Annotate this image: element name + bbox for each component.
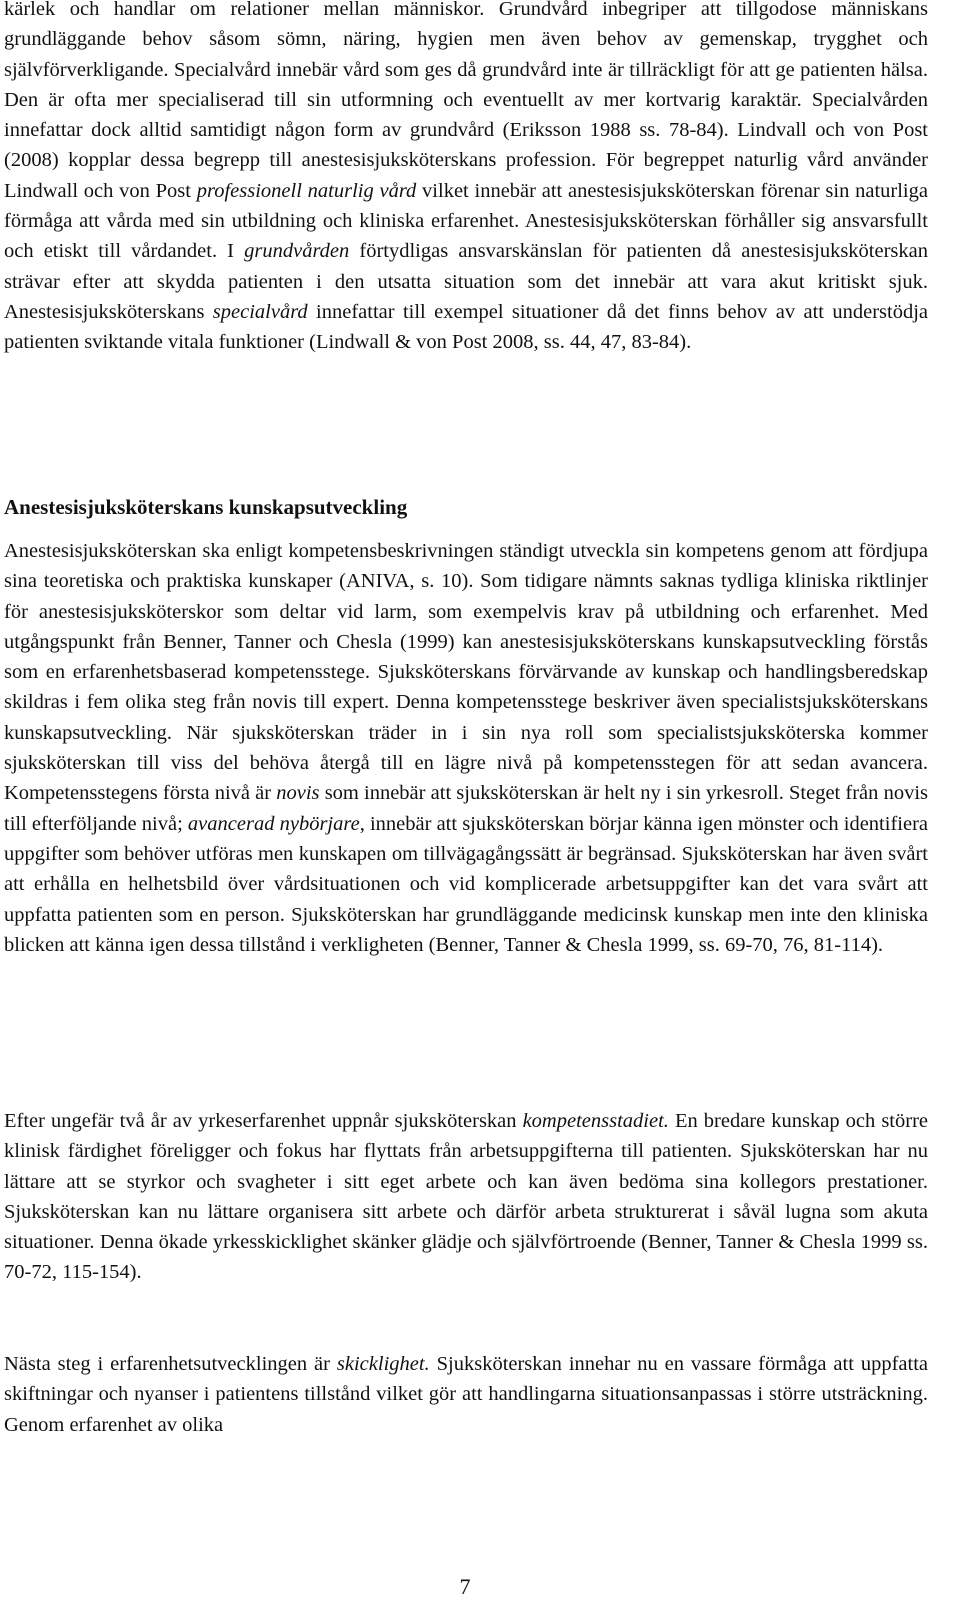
emphasis-grundvarden: grundvården: [244, 240, 350, 263]
section-heading: Anestesisjuksköterskans kunskapsutveckling: [4, 495, 408, 519]
paragraph-skicklighet: [4, 1349, 928, 1440]
text-run: innefattar till exempel situationer då det finns behov av att understödja patienten sviktande vitala funktioner (Lindwall & von Post 2008, ss. 44, 47, 83-84).: [4, 300, 928, 354]
text-run: kärlek och handlar om relationer mellan människor. Grundvård inbegriper att tillgodose människans grundläggande behov såsom sömn, näring, hygien men även behov av gemenskap, trygghet och självförverkligande. Specialvård innebär vård som ges då grundvård inte är tillräckligt för att ge patienten hälsa. Den är ofta mer specialiserad till sin utformning och eventuellt av mer kortvarig karaktär. Specialvården innefattar dock alltid samtidigt någon form av grundvård (Eriksson 1988 ss. 78-84). Lindvall och von Post (2008) kopplar dessa begrepp till anestesisjuksköterskans profession. För begreppet naturlig vård använder Lindwall och von Post: [4, 0, 928, 202]
paragraph-grundvard: [4, 0, 928, 358]
page-number: 7: [459, 1574, 471, 1599]
emphasis-novis: novis: [276, 782, 320, 805]
emphasis-specialvard: specialvård: [212, 300, 308, 323]
text-run: Efter ungefär två år av yrkeserfarenhet uppnår sjuksköterskan: [4, 1110, 523, 1132]
paragraph-kompetensstadiet: [4, 1106, 928, 1288]
text-run: , innebär att sjuksköterskan börjar känna igen mönster och identifiera uppgifter som behöver utföras men kunskapen om tillvägagångssätt är begränsad. Sjuksköterskan har även svårt att erhålla en helhetsbild över vårdsituationen och vid komplicerade arbetsuppgifter kan det vara svårt att uppfatta patienten som en person. Sjuksköterskan har grundläggande medicinsk kunskap men inte den kliniska blicken att känna igen dessa tillstånd i verkligheten (Benner, Tanner & Chesla 1999, ss. 69-70, 76, 81-114).: [4, 812, 928, 956]
text-run: Nästa steg i erfarenhetsutvecklingen är: [4, 1353, 337, 1375]
emphasis-kompetensstadiet: kompetensstadiet.: [522, 1110, 669, 1132]
paragraph-kunskapsutveckling: [4, 536, 928, 960]
text-run: som innebär att sjuksköterskan är helt ny i sin yrkesroll. Steget från novis till efterföljande nivå;: [4, 782, 928, 835]
emphasis-skicklighet: skicklighet.: [336, 1353, 430, 1375]
text-run: Anestesisjuksköterskan ska enligt kompetensbeskrivningen ständigt utveckla sin kompetens genom att fördjupa sina teoretiska och praktiska kunskaper (ANIVA, s. 10). Som tidigare nämnts saknas tydliga kliniska riktlinjer för anestesisjuksköterskor som deltar vid larm, som exempelvis krav på utbildning och erfarenhet. Med utgångspunkt från Benner, Tanner och Chesla (1999) kan anestesisjuksköterskans kunskapsutveckling förstås som en erfarenhetsbaserad kompetensstege. Sjuksköterskans förvärvande av kunskap och handlingsberedskap skildras i fem olika steg från novis till expert. Denna kompetensstege beskriver även specialistsjuksköterskans kunskapsutveckling. När sjuksköterskan träder in i sin nya roll som specialistsjuksköterska kommer sjuksköterskan till viss del behöva återgå till en lägre nivå på kompetensstegen för att sedan avancera. Kompetensstegens första nivå är: [4, 540, 928, 805]
text-run: vilket innebär att anestesisjuksköterskan förenar sin naturliga förmåga att vårda med sin utbildning och kliniska erfarenhet. Anestesisjuksköterskan förhåller sig ansvarsfullt och etiskt till vårdandet. I: [4, 179, 928, 263]
text-run: förtydligas ansvarskänslan för patienten då anestesisjuksköterskan strävar efter att skydda patienten i den utsatta situation som det innebär att vara akut kritiskt sjuk. Anestesisjuksköterskans: [4, 240, 928, 323]
emphasis-avancerad-nyborjare: avancerad nybörjare: [187, 812, 360, 835]
text-run: Sjuksköterskan innehar nu en vassare förmåga att uppfatta skiftningar och nyanser i patientens tillstånd vilket gör att handlingarna situationsanpassas i större utsträckning. Genom erfarenhet av olika: [4, 1353, 928, 1436]
text-run: En bredare kunskap och större klinisk färdighet föreligger och fokus har flyttats från arbetsuppgifterna till patienten. Sjuksköterskan har nu lättare att se styrkor och svagheter i sitt eget arbete och kan även bedöma sina kollegors prestationer. Sjuksköterskan kan nu lättare organisera sitt arbete och därför arbeta strukturerat i såväl lugna som akuta situationer. Denna ökade yrkesskicklighet skänker glädje och självförtroende (Benner, Tanner & Chesla 1999 ss. 70-72, 115-154).: [4, 1110, 928, 1284]
emphasis-professionell-naturlig-vard: professionell naturlig vård: [196, 179, 417, 202]
